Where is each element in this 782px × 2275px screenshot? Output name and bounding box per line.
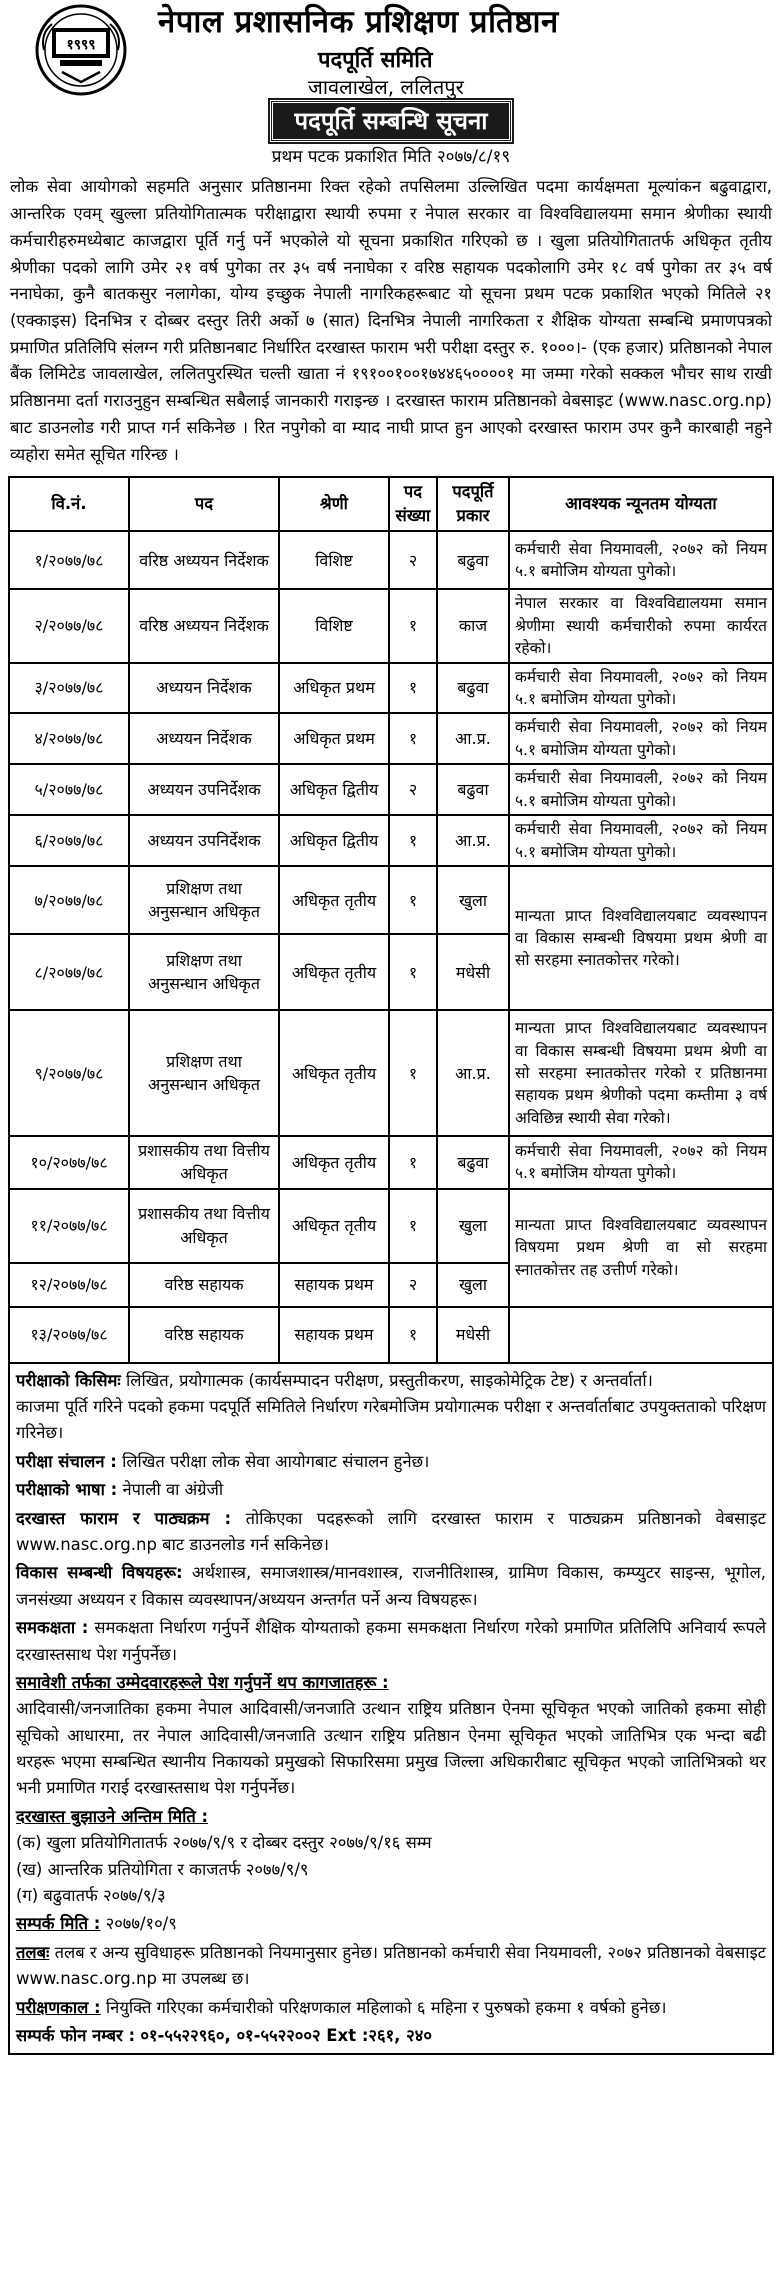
conduct-text: लिखित परीक्षा लोक सेवा आयोगबाट संचालन हुनेछ।: [122, 1451, 430, 1471]
cell-serial: ६/२०७७/७८: [9, 815, 129, 866]
svg-text:१९९९: १९९९: [66, 37, 96, 53]
cell-post: वरिष्ठ अध्ययन निर्देशक: [129, 531, 279, 589]
deadline-label: दरखास्त बुझाउने अन्तिम मिति :: [16, 1806, 209, 1826]
cell-post: वरिष्ठ सहायक: [129, 1263, 279, 1307]
probation-text: नियुक्ति गरिएका कर्मचारीको परिक्षणकाल महिलाको ६ महिना र पुरुषको हकमा १ वर्षको हुनेछ।: [105, 1997, 667, 2017]
dev-label: विकास सम्बन्धी विषयहरू:: [16, 1563, 183, 1583]
language-label: परीक्षाको भाषा :: [16, 1480, 118, 1500]
cell-qualification: मान्यता प्राप्त विश्वविद्यालयबाट व्यवस्थापन विषयमा प्रथम श्रेणी वा सो सरहमा स्नातकोत्तर तह उत्तीर्ण गरेको।: [509, 1189, 773, 1307]
cell-category: अधिकृत द्वितीय: [279, 815, 389, 866]
cell-category: विशिष्ट: [279, 589, 389, 662]
cell-post: अध्ययन निर्देशक: [129, 713, 279, 764]
banner-wrap: [8, 100, 774, 140]
cell-qualification: मान्यता प्राप्त विश्वविद्यालयबाट व्यवस्थापन वा विकास सम्बन्धी विषयमा प्रथम श्रेणी वा सो सरहमा स्नातकोत्तर गरेको।: [509, 866, 773, 1010]
salary-text: तलब र अन्य सुविधाहरू प्रतिष्ठानको नियमानुसार हुनेछ। प्रतिष्ठानको कर्मचारी सेवा नियमावली, २०७२ प्रतिष्ठानको वेबसाइट www.nasc.org.np मा उपलब्ध छ।: [16, 1942, 766, 1989]
cell-serial: २/२०७७/७८: [9, 589, 129, 662]
exam-type-text: लिखित, प्रयोगात्मक (कार्यसम्पादन परीक्षण, प्रस्तुतीकरण, साइकोमेट्रिक टेष्ट) र अन्तर्वार्ता।: [126, 1370, 653, 1390]
cell-qualification: मान्यता प्राप्त विश्वविद्यालयबाट व्यवस्थापन वा विकास सम्बन्धी विषयमा प्रथम श्रेणी वा सो सरहमा स्नातकोत्तर गरेको र प्रतिष्ठानमा सहायक प्रथम श्रेणीको पदमा कम्तीमा ३ वर्ष अविछिन्न स्थायी सेवा गरेको।: [509, 1010, 773, 1136]
table-row: [9, 1307, 773, 1363]
cell-type: बढुवा: [437, 531, 509, 589]
cell-category: सहायक प्रथम: [279, 1307, 389, 1363]
cell-type: आ.प्र.: [437, 815, 509, 866]
language-text: नेपाली वा अंग्रेजी: [122, 1480, 224, 1500]
table-row: [9, 764, 773, 815]
cell-post: वरिष्ठ अध्ययन निर्देशक: [129, 589, 279, 662]
cell-qualification: कर्मचारी सेवा नियमावली, २०७२ को नियम ५.१ बमोजिम योग्यता पुगेको।: [509, 663, 773, 714]
cell-type: आ.प्र.: [437, 1010, 509, 1136]
equiv-label: समकक्षता :: [16, 1618, 89, 1638]
cell-qualification: कर्मचारी सेवा नियमावली, २०७२ को नियम ५.१ बमोजिम योग्यता पुगेको।: [509, 815, 773, 866]
table-row: [9, 531, 773, 589]
cell-serial: ८/२०७७/७८: [9, 934, 129, 1010]
header-count: पद संख्या: [389, 477, 437, 531]
header-post: पद: [129, 477, 279, 531]
exam-type: [16, 1368, 766, 1447]
exam-type-text2: काजमा पूर्ति गरिने पदको हकमा पदपूर्ति समितिले निर्धारण गरेबमोजिम प्रयोगात्मक परीक्षा र अन्तर्वार्ताबाट उपयुक्तताको परिक्षण गरिनेछ।: [16, 1397, 766, 1443]
cell-category: अधिकृत तृतीय: [279, 1136, 389, 1188]
salary: [16, 1940, 766, 1993]
cell-serial: १०/२०७७/७८: [9, 1136, 129, 1188]
cell-post: अध्ययन उपनिर्देशक: [129, 815, 279, 866]
table-row: [9, 663, 773, 714]
deadline-promotion: (ग) बढुवातर्फ २०७७/९/३: [16, 1886, 166, 1906]
cell-count: १: [389, 934, 437, 1010]
equivalence: [16, 1615, 766, 1668]
form-label: दरखास्त फाराम र पाठ्यक्रम :: [16, 1508, 232, 1528]
inclusive-label: समावेशी तर्फका उम्मेदवारहरूले पेश गर्नुपर्ने थप कागजातहरू :: [16, 1672, 389, 1692]
cell-serial: १२/२०७७/७८: [9, 1263, 129, 1307]
cell-post: अध्ययन उपनिर्देशक: [129, 764, 279, 815]
dev-subjects: [16, 1560, 766, 1613]
table-row: [9, 713, 773, 764]
vacancy-table: [8, 476, 774, 1363]
header: [8, 0, 774, 100]
header-serial: वि.नं.: [9, 477, 129, 531]
notice-banner: पदपूर्ति सम्बन्धि सूचना: [270, 100, 513, 142]
cell-type: खुला: [437, 866, 509, 934]
exam-conduct: [16, 1449, 766, 1475]
form-syllabus: [16, 1506, 766, 1559]
contact-phone: [16, 2023, 766, 2049]
deadline: [16, 1804, 766, 1910]
cell-type: मधेसी: [437, 934, 509, 1010]
cell-qualification: कर्मचारी सेवा नियमावली, २०७२ को नियम ५.१ बमोजिम योग्यता पुगेको।: [509, 713, 773, 764]
cell-count: २: [389, 531, 437, 589]
cell-qualification: नेपाल सरकार वा विश्वविद्यालयमा समान श्रेणीमा स्थायी कर्मचारीको रुपमा कार्यरत रहेको।: [509, 589, 773, 662]
table-row: [9, 589, 773, 662]
contact-date-text: २०७७/१०/९: [105, 1914, 177, 1934]
table-row: [9, 1010, 773, 1136]
cell-count: २: [389, 1263, 437, 1307]
cell-serial: ४/२०७७/७८: [9, 713, 129, 764]
equiv-text: समकक्षता निर्धारण गर्नुपर्ने शैक्षिक योग्यताको हकमा समकक्षता निर्धारण गरेको प्रमाणित प्रतिलिपि अनिवार्य रूपले दरखास्तसाथ पेश गर्नुपर्नेछ।: [16, 1618, 767, 1664]
table-row: [9, 1189, 773, 1263]
cell-serial: ३/२०७७/७८: [9, 663, 129, 714]
table-body: [9, 531, 773, 1363]
info-section: [8, 1364, 774, 2056]
cell-serial: ९/२०७७/७८: [9, 1010, 129, 1136]
committee-name: पदपूर्ति समिति: [318, 48, 433, 73]
cell-count: १: [389, 589, 437, 662]
salary-label: तलबः: [16, 1942, 50, 1962]
header-category: श्रेणी: [279, 477, 389, 531]
cell-count: १: [389, 815, 437, 866]
cell-post: प्रशिक्षण तथा अनुसन्धान अधिकृत: [129, 866, 279, 934]
deadline-open: (क) खुला प्रतियोगितातर्फ २०७७/९/९ र दोब्बर दस्तुर २०७७/९/१६ सम्म: [16, 1833, 432, 1853]
cell-count: १: [389, 663, 437, 714]
exam-language: [16, 1477, 766, 1503]
cell-category: अधिकृत द्वितीय: [279, 764, 389, 815]
header-qualification: आवश्यक न्यूनतम योग्यता: [509, 477, 773, 531]
cell-category: अधिकृत प्रथम: [279, 663, 389, 714]
cell-type: बढुवा: [437, 1136, 509, 1188]
conduct-label: परीक्षा संचालन :: [16, 1451, 117, 1471]
cell-category: अधिकृत तृतीय: [279, 934, 389, 1010]
cell-category: अधिकृत तृतीय: [279, 1189, 389, 1263]
intro-paragraph: लोक सेवा आयोगको सहमति अनुसार प्रतिष्ठानमा रिक्त रहेको तपसिलमा उल्लिखित पदमा कार्यक्षमता मूल्यांकन बढुवाद्वारा, आन्तरिक एवम् खुल्ला प्रतियोगितात्मक परीक्षाद्वारा स्थायी रुपमा र नेपाल सरकार वा विश्वविद्यालयमा समान श्रेणीका स्थायी कर्मचारीहरुमध्येबाट काजद्वारा पूर्ति गर्नु पर्ने भएकोले यो सूचना प्रकाशित गरिएको छ । खुला प्रतियोगितातर्फ अधिकृत तृतीय श्रेणीका पदको लागि उमेर २१ वर्ष पुगेका तर ३५ वर्ष ननाघेका र वरिष्ठ सहायक पदकोलागि उमेर १८ वर्ष पुगेका तर ३५ वर्ष ननाघेका, कुनै बातकसुर नलागेका, योग्य इच्छुक नेपाली नागरिकहरूबाट यो सूचना प्रथम पटक प्रकाशित भएको मितिले २१ (एक्काइस) दिनभित्र र दोब्बर दस्तुर तिरी अर्को ७ (सात) दिनभित्र नेपाली नागरिकता र शैक्षिक योग्यता सम्बन्धि प्रमाणपत्रको प्रमाणित प्रतिलिपि संलग्न गरी प्रतिष्ठानबाट निर्धारित दरखास्त फाराम भरी परीक्षा दस्तुर रु. १०००।- (एक हजार) प्रतिष्ठानको नेपाल बैंक लिमिटेड जावलाखेल, ललितपुरस्थित चल्ती खाता नं १९१००१००१७४४६५००००१ मा जम्मा गरेको सक्कल भौचर साथ राखी प्रतिष्ठानमा दर्ता गराउनुहुन सम्बन्धित सबैलाई जानकारी गराइन्छ । दरखास्त फाराम प्रतिष्ठानको वेबसाइट (www.nasc.org.np) बाट डाउनलोड गरी प्राप्त गर्न सकिनेछ । रित नपुगेको वा म्याद नाघी प्राप्त हुन आएको दरखास्त फाराम उपर कुनै कारबाही नहुने व्यहोरा समेत सूचित गरिन्छ ।: [10, 177, 772, 464]
form-text: तोकिएका पदहरूको लागि दरखास्त फाराम र पाठ्यक्रम प्रतिष्ठानको वेबसाइट www.nasc.org.np बाट डाउनलोड गर्न सकिनेछ।: [16, 1508, 766, 1554]
inclusive-docs: [16, 1670, 766, 1802]
publish-date: प्रथम पटक प्रकाशित मिति २०७७/८/१९: [271, 147, 511, 167]
cell-post: अध्ययन निर्देशक: [129, 663, 279, 714]
cell-type: बढुवा: [437, 764, 509, 815]
cell-category: विशिष्ट: [279, 531, 389, 589]
contact-date: [16, 1911, 766, 1937]
deadline-internal: (ख) आन्तरिक प्रतियोगिता र काजतर्फ २०७७/९/९: [16, 1859, 309, 1879]
inclusive-text: आदिवासी/जनजातिका हकमा नेपाल आदिवासी/जनजाति उत्थान राष्ट्रिय प्रतिष्ठान ऐनमा सूचिकृत भएको जातिको हकमा सोही सूचिको आधारमा, तर नेपाल आदिवासी/जनजाति उत्थान राष्ट्रिय प्रतिष्ठान ऐनमा सूचिकृत भएको जातिभित्र एक भन्दा बढी थरहरू भएमा सम्बन्धित स्थानीय निकायको प्रमुखको सिफारिसमा प्रमुख जिल्ला अधिकारीबाट सूचिकृत भएको जातिभित्रको थर भनी प्रमाणित गराई दरखास्तसाथ पेश गर्नुपर्नेछ।: [16, 1699, 766, 1798]
cell-category: सहायक प्रथम: [279, 1263, 389, 1307]
cell-post: प्रशासकीय तथा वित्तीय अधिकृत: [129, 1136, 279, 1188]
header-type: पदपूर्ति प्रकार: [437, 477, 509, 531]
cell-post: प्रशासकीय तथा वित्तीय अधिकृत: [129, 1189, 279, 1263]
institution-title: नेपाल प्रशासनिक प्रशिक्षण प्रतिष्ठान: [158, 4, 559, 40]
cell-category: अधिकृत तृतीय: [279, 1010, 389, 1136]
cell-qualification: कर्मचारी सेवा नियमावली, २०७२ को नियम ५.१ बमोजिम योग्यता पुगेको।: [509, 1136, 773, 1188]
cell-type: मधेसी: [437, 1307, 509, 1363]
cell-serial: ११/२०७७/७८: [9, 1189, 129, 1263]
cell-post: प्रशिक्षण तथा अनुसन्धान अधिकृत: [129, 934, 279, 1010]
cell-post: प्रशिक्षण तथा अनुसन्धान अधिकृत: [129, 1010, 279, 1136]
cell-post: वरिष्ठ सहायक: [129, 1307, 279, 1363]
cell-serial: १/२०७७/७८: [9, 531, 129, 589]
probation: [16, 1995, 766, 2021]
cell-qualification: कर्मचारी सेवा नियमावली, २०७२ को नियम ५.१ बमोजिम योग्यता पुगेको।: [509, 531, 773, 589]
cell-qualification: कर्मचारी सेवा नियमावली, २०७२ को नियम ५.१ बमोजिम योग्यता पुगेको।: [509, 764, 773, 815]
dev-text: अर्थशास्त्र, समाजशास्त्र/मानवशास्त्र, राजनीतिशास्त्र, ग्रामिण विकास, कम्प्युटर साइन्स, भूगोल, जनसंख्या अध्ययन र विकास व्यवस्थापन/अध्ययन अन्तर्गत पर्ने अन्य विषयहरू।: [16, 1563, 767, 1609]
cell-type: काज: [437, 589, 509, 662]
cell-count: १: [389, 713, 437, 764]
institution-logo-icon: [22, 4, 140, 96]
cell-serial: ५/२०७७/७८: [9, 764, 129, 815]
cell-count: १: [389, 866, 437, 934]
cell-qualification: [509, 1307, 773, 1363]
phone-text: ०१-५५२२९६०, ०१-५५२२००२ Ext :२६१, २४०: [140, 2026, 432, 2045]
table-row: [9, 815, 773, 866]
contact-date-label: सम्पर्क मिति :: [16, 1914, 101, 1934]
cell-count: १: [389, 1010, 437, 1136]
cell-count: २: [389, 764, 437, 815]
cell-type: बढुवा: [437, 663, 509, 714]
probation-label: परीक्षणकाल :: [16, 1997, 101, 2017]
cell-count: १: [389, 1189, 437, 1263]
institution-address: जावलाखेल, ललितपुर: [308, 75, 464, 99]
table-header-row: [9, 477, 773, 531]
cell-count: १: [389, 1307, 437, 1363]
cell-type: खुला: [437, 1263, 509, 1307]
cell-serial: ७/२०७७/७८: [9, 866, 129, 934]
table-row: [9, 1136, 773, 1188]
phone-label: सम्पर्क फोन नम्बर :: [16, 2026, 136, 2045]
cell-type: खुला: [437, 1189, 509, 1263]
cell-serial: १३/२०७७/७८: [9, 1307, 129, 1363]
cell-category: अधिकृत प्रथम: [279, 713, 389, 764]
cell-count: १: [389, 1136, 437, 1188]
cell-category: अधिकृत तृतीय: [279, 866, 389, 934]
table-row: [9, 866, 773, 934]
cell-type: आ.प्र.: [437, 713, 509, 764]
exam-type-label: परीक्षाको किसिमः: [16, 1370, 121, 1390]
